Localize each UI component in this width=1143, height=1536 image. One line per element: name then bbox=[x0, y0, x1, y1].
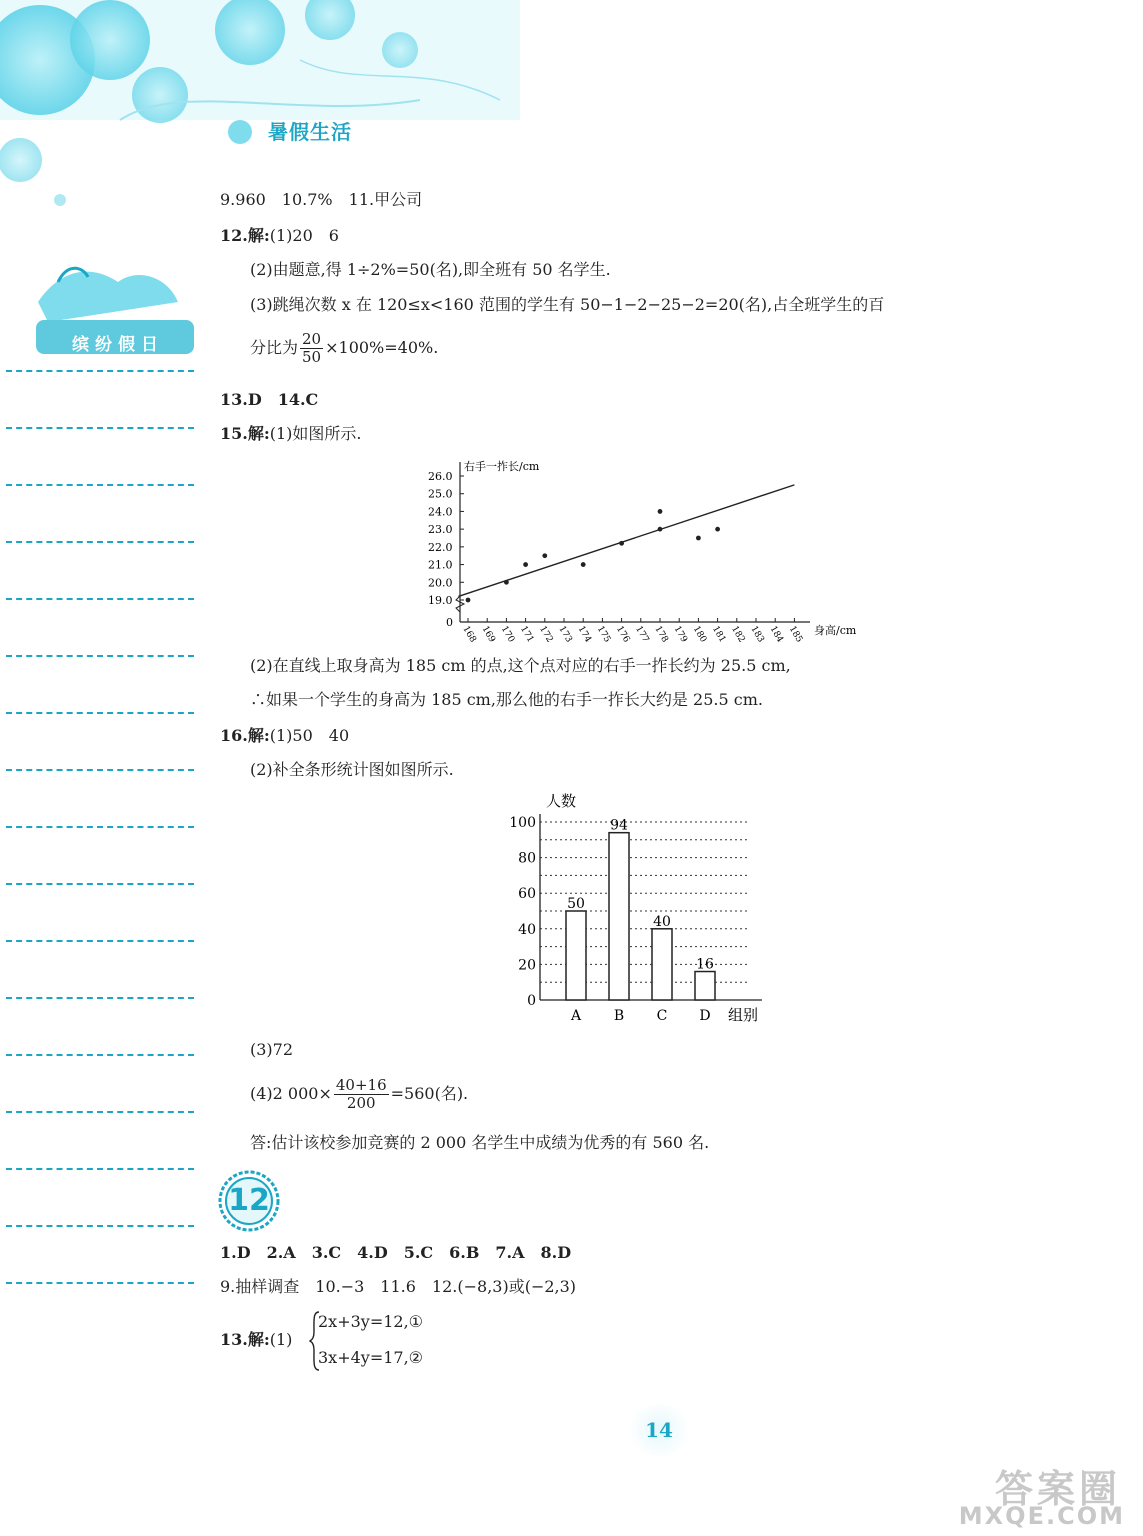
answer-line: (3)跳绳次数 x 在 120≤x<160 范围的学生有 50−1−2−25−2=20(名),占全班学生的百 bbox=[250, 295, 885, 314]
scatter-point bbox=[658, 509, 663, 514]
x-tick-label: 175 bbox=[594, 624, 613, 644]
watermark-url: MXQE.COM bbox=[958, 1502, 1125, 1530]
answer-line: ∴如果一个学生的身高为 185 cm,那么他的右手一拃长大约是 25.5 cm. bbox=[250, 690, 763, 709]
x-tick-label: 177 bbox=[633, 624, 651, 644]
fraction bbox=[334, 1077, 389, 1112]
answer-line: 9.960 10.7% 11.甲公司 bbox=[220, 190, 423, 209]
category-label: D bbox=[699, 1008, 711, 1024]
fraction-numerator: 20 bbox=[302, 330, 322, 348]
bar-chart bbox=[500, 786, 780, 1026]
fraction-denominator: 50 bbox=[302, 348, 322, 366]
y-axis-label: 右手一拃长/cm bbox=[464, 460, 540, 473]
answer-text: =560(名). bbox=[390, 1084, 469, 1103]
y-tick-label: 26.0 bbox=[428, 470, 453, 483]
note-line bbox=[6, 541, 194, 543]
answer-line: 1.D 2.A 3.C 4.D 5.C 6.B 7.A 8.D bbox=[220, 1243, 572, 1262]
scatter-point bbox=[619, 541, 624, 546]
note-line bbox=[6, 484, 194, 486]
answer-text: (1) bbox=[269, 1330, 293, 1349]
answer-line bbox=[220, 1330, 292, 1350]
answer-line bbox=[220, 226, 339, 246]
bar-value-label: 40 bbox=[653, 913, 671, 930]
x-tick-label: 180 bbox=[690, 624, 709, 644]
x-tick-label: 168 bbox=[460, 624, 478, 644]
fraction bbox=[300, 331, 323, 366]
x-tick-label: 182 bbox=[729, 624, 747, 644]
scatter-point bbox=[466, 598, 471, 603]
note-line bbox=[6, 427, 194, 429]
scatter-point bbox=[715, 527, 720, 532]
y-tick-label: 20 bbox=[518, 957, 536, 974]
note-line bbox=[6, 1168, 194, 1170]
x-tick-label: 171 bbox=[518, 624, 536, 644]
note-line bbox=[6, 769, 194, 771]
answer-text: (1)如图所示. bbox=[269, 424, 362, 443]
answer-line: 13.D 14.C bbox=[220, 390, 319, 409]
x-axis-label: 组别 bbox=[728, 1006, 759, 1024]
answer-line bbox=[220, 726, 349, 746]
x-tick-label: 176 bbox=[614, 624, 632, 644]
section-number: 12 bbox=[228, 1183, 270, 1218]
note-line bbox=[6, 712, 194, 714]
trend-line bbox=[458, 485, 794, 597]
bar bbox=[652, 929, 672, 1000]
fraction-numerator: 40+16 bbox=[335, 1076, 387, 1094]
note-line bbox=[6, 1282, 194, 1284]
note-line bbox=[6, 655, 194, 657]
answer-line: 9.抽样调查 10.−3 11.6 12.(−8,3)或(−2,3) bbox=[220, 1277, 577, 1296]
scatter-point bbox=[696, 536, 701, 541]
x-tick-label: 178 bbox=[652, 624, 670, 644]
y-tick-label: 19.0 bbox=[428, 594, 453, 607]
y-axis-label: 人数 bbox=[546, 792, 577, 810]
x-tick-label: 174 bbox=[575, 624, 593, 644]
bar bbox=[566, 911, 586, 1000]
equation-line: 2x+3y=12,① bbox=[318, 1312, 424, 1331]
note-line bbox=[6, 997, 194, 999]
note-line bbox=[6, 1054, 194, 1056]
origin-label: 0 bbox=[446, 616, 453, 629]
x-tick-label: 184 bbox=[767, 624, 785, 644]
note-line bbox=[6, 940, 194, 942]
y-tick-label: 0 bbox=[527, 993, 536, 1009]
x-tick-label: 179 bbox=[671, 624, 689, 644]
scatter-point bbox=[523, 562, 528, 567]
y-tick-label: 22.0 bbox=[428, 540, 453, 554]
x-axis-label: 身高/cm bbox=[814, 624, 857, 637]
x-tick-label: 181 bbox=[710, 624, 728, 644]
answer-line: (2)在直线上取身高为 185 cm 的点,这个点对应的右手一拃长约为 25.5 cm, bbox=[250, 656, 791, 675]
answer-line: (2)由题意,得 1÷2%=50(名),即全班有 50 名学生. bbox=[250, 260, 611, 279]
watermark bbox=[951, 1458, 1131, 1528]
x-tick-label: 169 bbox=[479, 624, 497, 644]
bar-value-label: 94 bbox=[610, 817, 628, 834]
x-tick-label: 170 bbox=[498, 624, 517, 644]
answer-line: (3)72 bbox=[250, 1040, 294, 1059]
answer-text: (1)50 40 bbox=[269, 726, 350, 745]
scatter-point bbox=[658, 527, 663, 532]
y-tick-label: 100 bbox=[509, 815, 536, 831]
answer-line bbox=[220, 424, 362, 444]
category-label: C bbox=[656, 1008, 668, 1024]
y-tick-label: 20.0 bbox=[428, 576, 453, 590]
x-tick-label: 172 bbox=[537, 624, 555, 644]
answer-line: 答:估计该校参加竞赛的 2 000 名学生中成绩为优秀的有 560 名. bbox=[250, 1133, 710, 1152]
bar-value-label: 50 bbox=[567, 896, 585, 912]
header-title: 暑假生活 bbox=[268, 120, 352, 144]
answer-text: 分比为 bbox=[250, 338, 299, 357]
y-tick-label: 24.0 bbox=[428, 505, 453, 519]
note-line bbox=[6, 370, 194, 372]
note-line bbox=[6, 1225, 194, 1227]
solution-label: 15.解: bbox=[220, 424, 270, 443]
y-tick-label: 25.0 bbox=[428, 487, 453, 501]
bar bbox=[609, 833, 629, 1000]
scatter-point bbox=[581, 562, 586, 567]
equation-line: 3x+4y=17,② bbox=[318, 1348, 424, 1367]
solution-label: 16.解: bbox=[220, 726, 270, 745]
category-label: B bbox=[613, 1008, 625, 1024]
fraction-denominator: 200 bbox=[346, 1094, 376, 1112]
page-number: 14 bbox=[645, 1418, 673, 1442]
answer-text: (1)20 6 bbox=[269, 226, 339, 245]
answer-text: ×100%=40%. bbox=[325, 338, 439, 357]
answer-line: (2)补全条形统计图如图所示. bbox=[250, 760, 454, 779]
y-tick-label: 80 bbox=[518, 850, 536, 867]
scatter-chart bbox=[400, 452, 860, 644]
y-tick-label: 60 bbox=[518, 886, 536, 903]
watermark-text: 答案圈 bbox=[994, 1467, 1121, 1511]
note-line bbox=[6, 826, 194, 828]
note-line bbox=[6, 883, 194, 885]
x-tick-label: 185 bbox=[786, 624, 805, 644]
scatter-point bbox=[542, 553, 547, 558]
note-line bbox=[6, 1111, 194, 1113]
note-line bbox=[6, 598, 194, 600]
solution-label: 12.解: bbox=[220, 226, 270, 245]
scatter-point bbox=[504, 580, 509, 585]
solution-label: 13.解: bbox=[220, 1330, 270, 1349]
y-tick-label: 23.0 bbox=[428, 523, 453, 537]
answer-line bbox=[250, 328, 438, 368]
x-tick-label: 173 bbox=[556, 624, 574, 644]
answer-line bbox=[250, 1074, 468, 1114]
x-tick-label: 183 bbox=[748, 624, 766, 644]
side-logo-text: 缤纷假日 bbox=[72, 335, 164, 355]
category-label: A bbox=[570, 1008, 582, 1024]
y-tick-label: 40 bbox=[518, 921, 536, 938]
bar bbox=[695, 972, 715, 1000]
y-tick-label: 21.0 bbox=[428, 558, 453, 572]
answer-text: (4)2 000× bbox=[250, 1084, 332, 1103]
bar-value-label: 16 bbox=[696, 956, 714, 973]
